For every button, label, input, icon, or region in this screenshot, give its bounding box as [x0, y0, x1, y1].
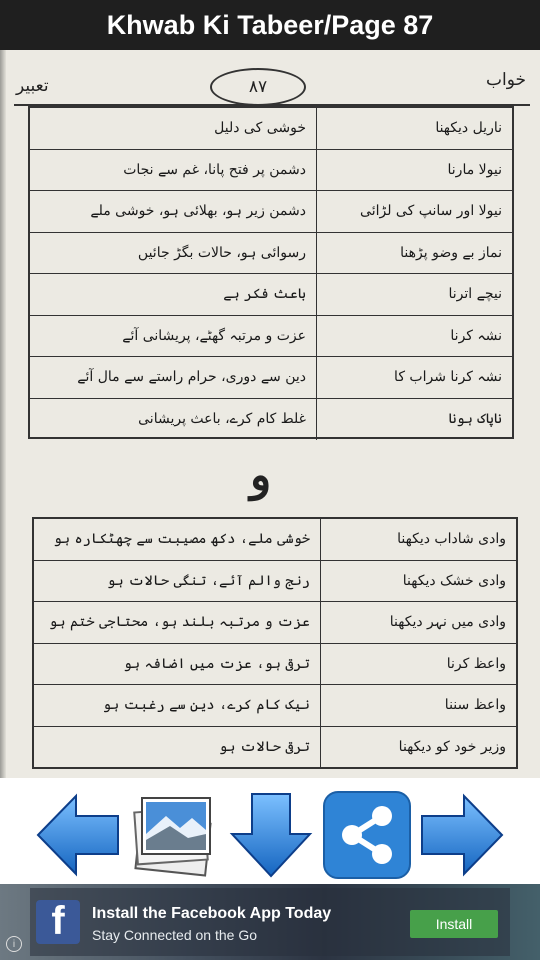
gallery-icon	[130, 790, 220, 880]
page-title: Khwab Ki Tabeer/Page 87	[106, 9, 434, 40]
navigation-bar	[0, 778, 540, 884]
table-row	[30, 233, 512, 275]
table-row	[30, 108, 512, 150]
right-arrow-icon	[416, 790, 506, 880]
dream-table-1	[28, 106, 514, 439]
previous-page-button[interactable]	[34, 790, 124, 880]
table-row	[34, 561, 516, 603]
dream-cell: نیولا مارنا	[316, 150, 512, 191]
page-header-right: خواب	[485, 70, 526, 90]
next-page-button[interactable]	[416, 790, 506, 880]
meaning-cell: دشمن پر فتح پانا، غم سے نجات	[123, 161, 306, 178]
meaning-cell: ترقی حالات ہو	[219, 739, 310, 756]
dream-cell: نماز بے وضو پڑھنا	[316, 233, 512, 274]
ad-card[interactable]	[30, 888, 510, 956]
ad-title: Install the Facebook App Today	[92, 905, 332, 922]
table-row	[34, 685, 516, 727]
scanned-book-page	[0, 50, 540, 778]
dream-cell: نشہ کرنا شراب کا	[316, 357, 512, 398]
app-title-bar	[0, 0, 540, 50]
table-row	[34, 602, 516, 644]
meaning-cell: رسوائی ہو، حالات بگڑ جائیں	[137, 244, 306, 261]
dream-cell: وادی میں نہر دیکھنا	[320, 602, 516, 643]
table-row	[34, 644, 516, 686]
meaning-cell: عزت و مرتبہ بلند ہو، محتاجی ختم ہو	[49, 614, 310, 631]
dream-cell: ناپاک ہونا	[316, 399, 512, 441]
facebook-icon: f	[36, 900, 80, 944]
ad-subtitle: Stay Connected on the Go	[92, 927, 257, 943]
dream-cell: واعظ سننا	[320, 685, 516, 726]
share-button[interactable]	[322, 790, 412, 880]
dream-table-2	[32, 517, 518, 769]
dream-cell: وادی شاداب دیکھنا	[320, 519, 516, 560]
left-arrow-icon	[34, 790, 124, 880]
meaning-cell: خوشی ملے، دکھ مصیبت سے چھٹکارہ ہو	[53, 531, 310, 548]
meaning-cell: عزت و مرتبہ گھٹے، پریشانی آئے	[122, 327, 306, 344]
dream-cell: نشہ کرنا	[316, 316, 512, 357]
info-icon[interactable]: i	[6, 936, 22, 952]
dream-cell: نیولا اور سانپ کی لڑائی	[316, 191, 512, 232]
meaning-cell: دشمن زیر ہو، بھلائی ہو، خوشی ملے	[90, 203, 306, 220]
table-row	[30, 357, 512, 399]
dream-cell: واعظ کرنا	[320, 644, 516, 685]
share-icon	[322, 790, 412, 880]
dream-cell: وادی خشک دیکھنا	[320, 561, 516, 602]
install-button[interactable]: Install	[410, 910, 498, 938]
down-arrow-icon	[226, 790, 316, 880]
page-number: ٨٧	[248, 77, 268, 97]
dream-cell: ناریل دیکھنا	[316, 108, 512, 149]
gallery-button[interactable]	[130, 790, 220, 880]
table-row	[34, 727, 516, 769]
table-row	[34, 519, 516, 561]
meaning-cell: رنج والم آئے، تنگی حالات ہو	[107, 572, 310, 589]
meaning-cell: نیک کام کرے، دین سے رغبت ہو	[102, 697, 310, 714]
table-row	[30, 191, 512, 233]
download-button[interactable]	[226, 790, 316, 880]
page-header-left: تعبیر	[16, 76, 49, 96]
dream-cell: وزیر خود کو دیکھنا	[320, 727, 516, 769]
meaning-cell: خوشی کی دلیل	[214, 120, 306, 137]
table-row	[30, 399, 512, 441]
table-row	[30, 274, 512, 316]
table-row	[30, 150, 512, 192]
dream-cell: نیچے اترنا	[316, 274, 512, 315]
meaning-cell: ترقی ہو، عزت میں اضافہ ہو	[123, 655, 310, 672]
section-letter: و	[250, 450, 272, 501]
ad-banner[interactable]	[0, 884, 540, 960]
meaning-cell: باعث فکر ہے	[223, 286, 306, 303]
table-row	[30, 316, 512, 358]
meaning-cell: دین سے دوری، حرام راستے سے مال آئے	[77, 369, 306, 386]
meaning-cell: غلط کام کرے، باعث پریشانی	[138, 411, 306, 428]
page-number-oval	[210, 68, 306, 106]
